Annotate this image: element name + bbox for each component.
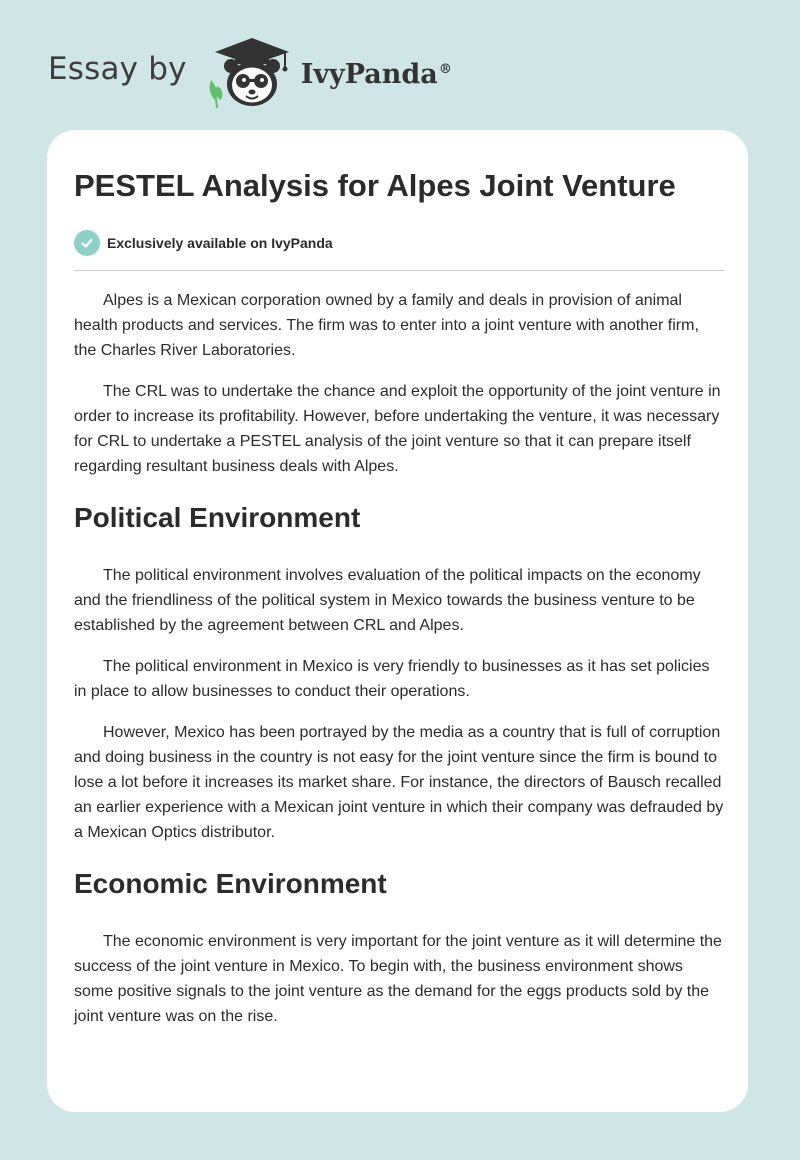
exclusive-badge [74,230,724,256]
essay-by-label: Essay by [48,51,187,87]
paragraph-intro-1: Alpes is a Mexican corporation owned by a family and deals in provision of animal health products and services. The firm was to enter into a joint venture with another firm, the Charles River Laboratories. [74,292,699,359]
check-icon [74,230,100,256]
site-header [48,34,452,110]
paragraph-intro-2: The CRL was to undertake the chance and exploit the opportunity of the joint venture in order to increase its profitability. However, before undertaking the venture, it was necessary for CRL to undertake a PESTEL analysis of the joint venture so that it can prepare itself regarding resultant business deals with Alpes. [74,383,721,475]
exclusive-label: Exclusively available on IvyPanda [107,235,333,251]
article-title: PESTEL Analysis for Alpes Joint Venture [74,168,676,203]
brand-name[interactable] [301,59,452,90]
panda-graduate-icon[interactable] [205,34,299,110]
article-card [47,130,748,1112]
section-heading-economic: Economic Environment [74,868,387,899]
registered-mark: ® [438,61,452,77]
article-content [74,164,724,1045]
paragraph-political-3: However, Mexico has been portrayed by the media as a country that is full of corruption and doing business in the country is not easy for the joint venture since the firm is bound to lose a lot before it increases its market share. For instance, the directors of Bausch recalled an earlier experience with a Mexican joint venture in which their company was defrauded by a Mexican Optics distributor. [74,724,724,841]
brand-text: IvyPanda [300,58,438,90]
paragraph-economic-1: The economic environment is very important for the joint venture as it will determine the success of the joint venture in Mexico. To begin with, the business environment shows some positive signals to the joint venture as the demand for the eggs products sold by the joint venture was on the rise. [74,933,722,1025]
paragraph-political-2: The political environment in Mexico is very friendly to businesses as it has set policies in place to allow businesses to conduct their operations. [74,658,710,700]
divider [74,270,724,271]
paragraph-political-1: The political environment involves evaluation of the political impacts on the economy and the friendliness of the political system in Mexico towards the business venture to be established by the agreement between CRL and Alpes. [74,567,701,634]
section-heading-political: Political Environment [74,502,361,533]
